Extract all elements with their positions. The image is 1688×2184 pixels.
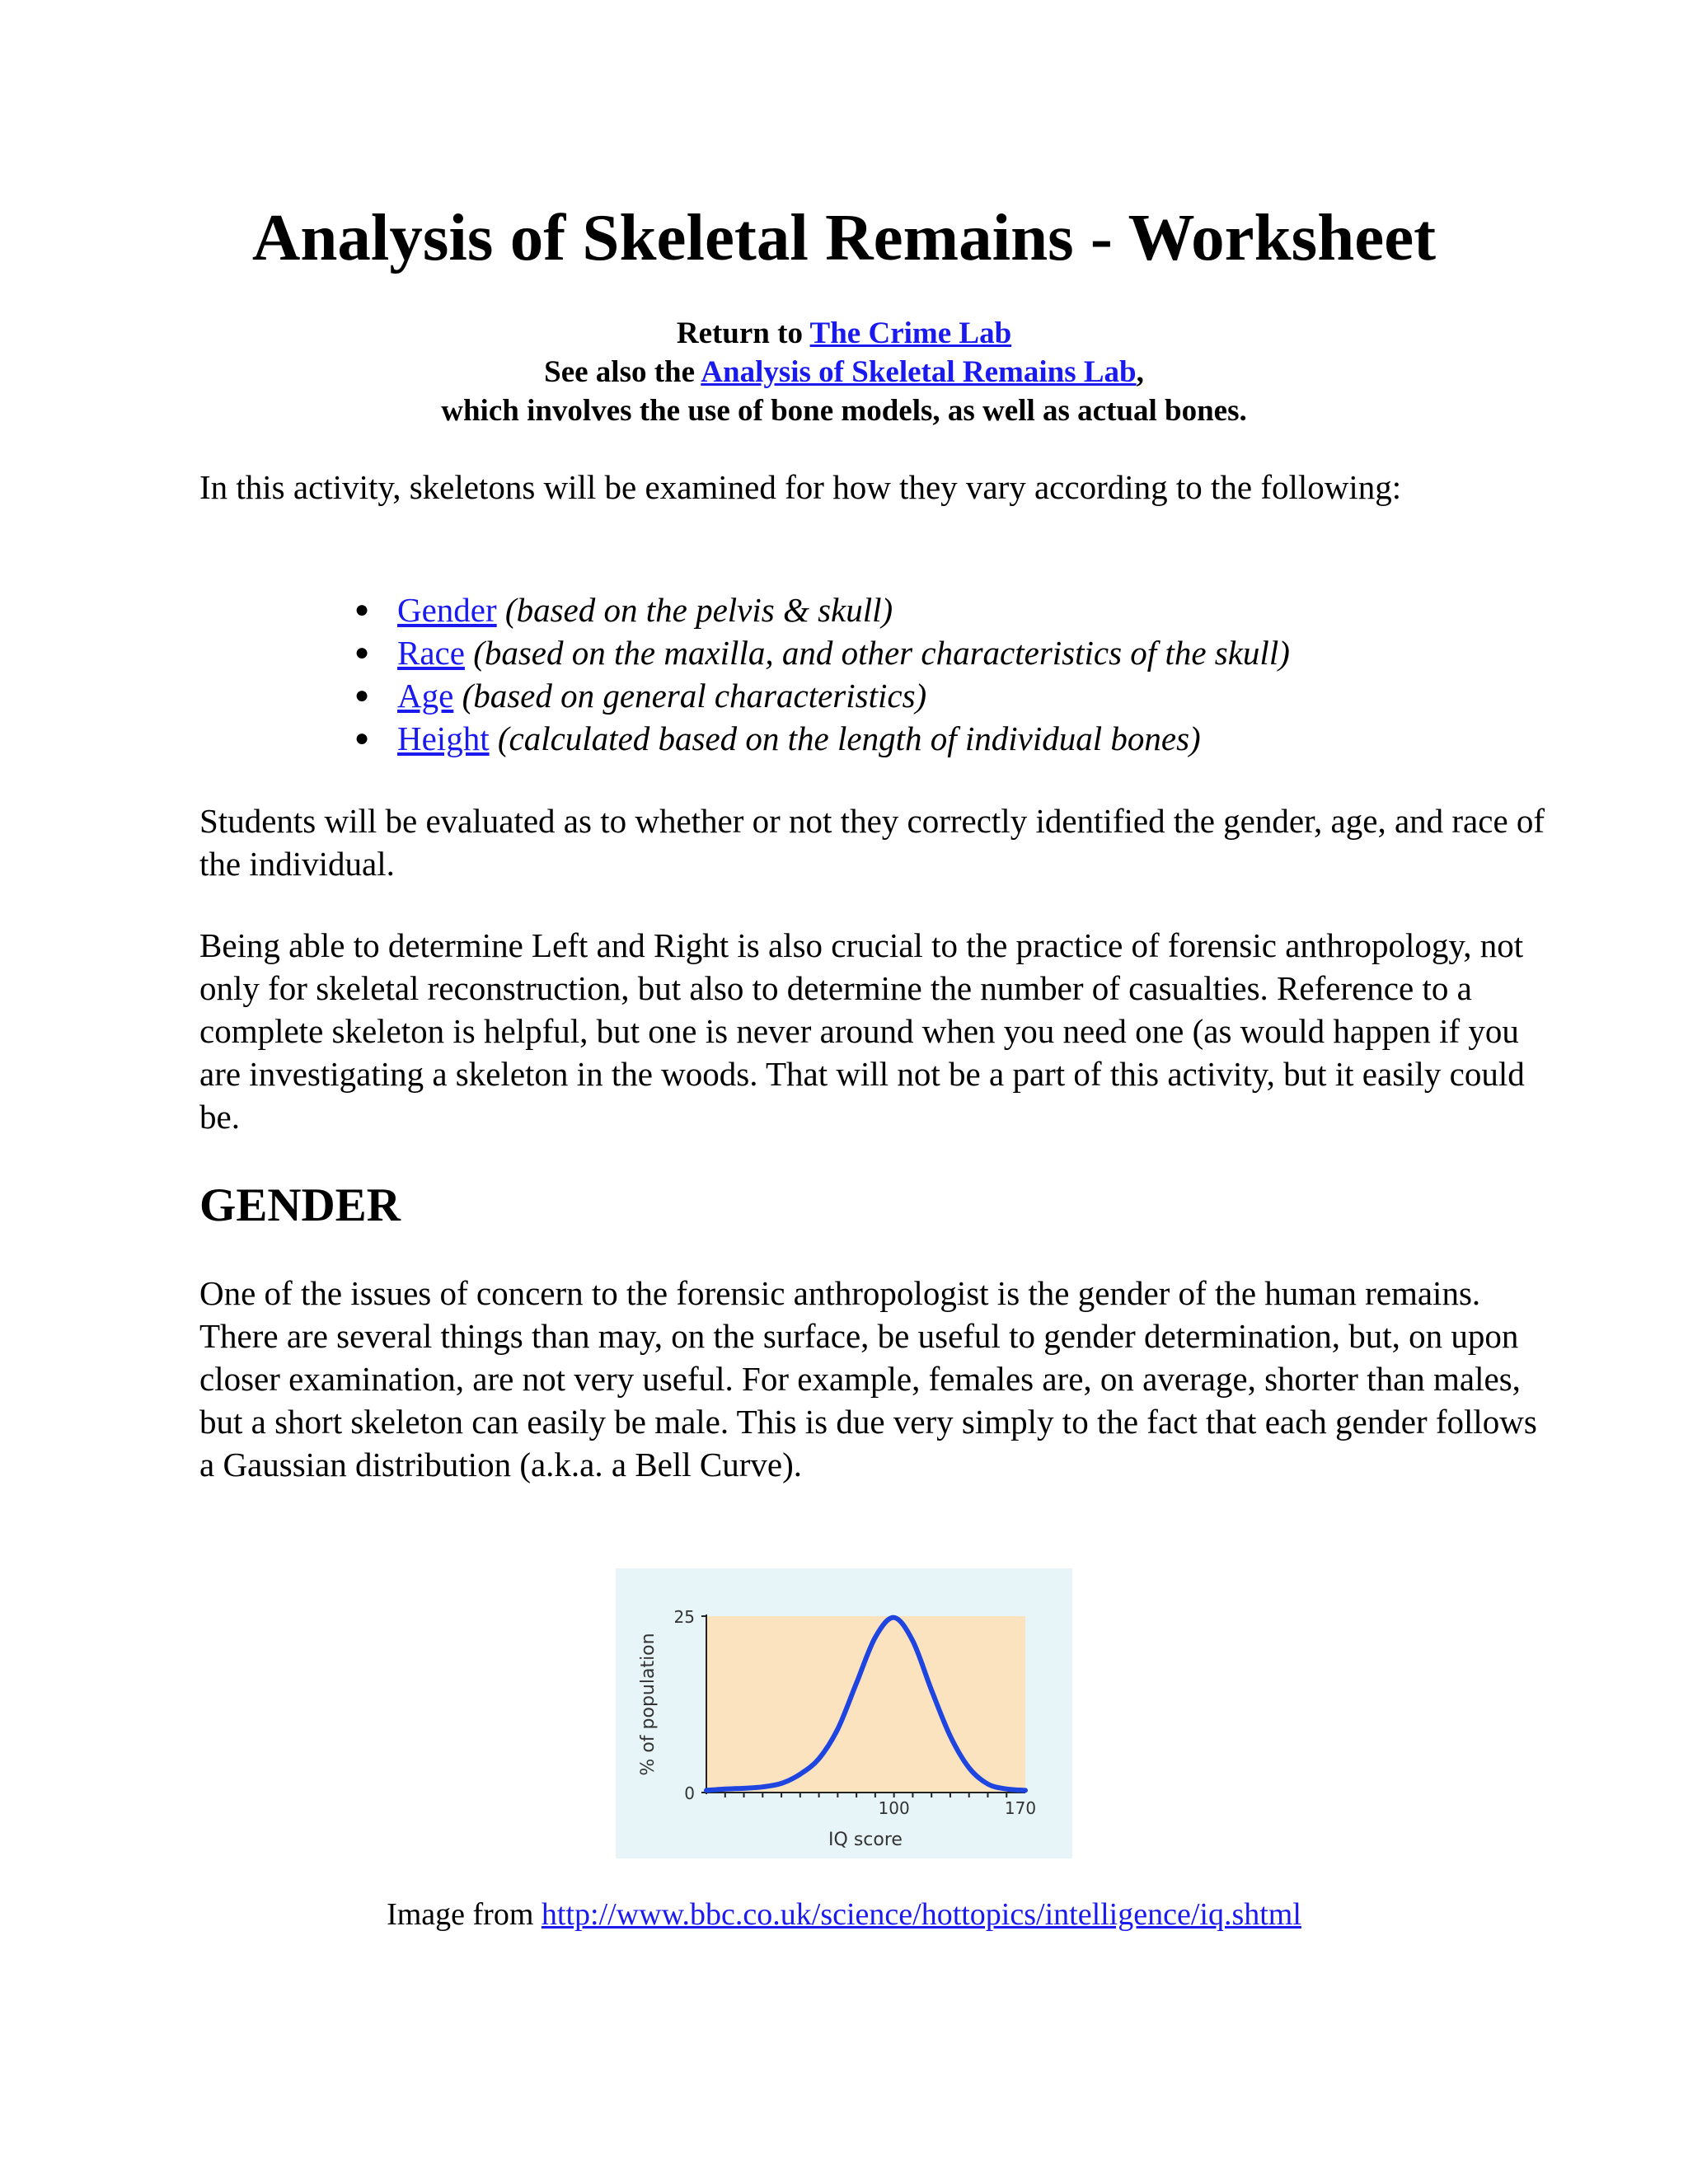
see-also-suffix: ,	[1136, 355, 1144, 389]
bbc-source-link[interactable]: http://www.bbc.co.uk/science/hottopics/intelligence/iq.shtml	[541, 1897, 1301, 1932]
race-link[interactable]: Race	[397, 634, 465, 672]
page-title: Analysis of Skeletal Remains - Worksheet	[251, 200, 1437, 274]
height-link[interactable]: Height	[397, 719, 490, 757]
criteria-list	[354, 588, 1290, 760]
x-axis-label: IQ score	[828, 1830, 903, 1850]
caption-prefix: Image from	[387, 1897, 542, 1932]
height-note: (calculated based on the length of individual bones)	[497, 719, 1201, 757]
bullet-icon: ●	[354, 682, 370, 709]
crime-lab-link[interactable]: The Crime Lab	[809, 316, 1012, 350]
bullet-icon: ●	[354, 596, 370, 623]
bullet-icon: ●	[354, 639, 370, 666]
x-tick-label: 100	[878, 1798, 910, 1818]
gender-heading: GENDER	[199, 1179, 401, 1231]
bell-curve-chart	[616, 1568, 1072, 1858]
list-item	[354, 717, 1290, 760]
plot-area	[706, 1616, 1025, 1793]
bell-curve-figure	[616, 1568, 1072, 1858]
list-item	[354, 674, 1290, 717]
left-right-paragraph: Being able to determine Left and Right is also crucial to the practice of forensic anthropology, not only for skeletal reconstruction, but also to determine the number of casualties. Reference to a complete skeleton is helpful, but one is never around when you need one (as would happen if you are investigating a skeleton in the woods. That will not be a part of this activity, but it easily could be.	[199, 926, 1525, 1136]
age-link[interactable]: Age	[397, 677, 454, 715]
list-item	[354, 631, 1290, 674]
return-prefix: Return to	[676, 316, 810, 350]
evaluation-paragraph: Students will be evaluated as to whether or not they correctly identified the gender, age, and race of the individual.	[199, 802, 1545, 883]
list-item	[354, 588, 1290, 631]
involves-line: which involves the use of bone models, as well as actual bones.	[441, 394, 1247, 428]
gender-note: (based on the pelvis & skull)	[504, 591, 893, 629]
see-also-prefix: See also the	[544, 355, 701, 389]
y-tick-label: 0	[684, 1783, 695, 1803]
gender-link[interactable]: Gender	[397, 591, 497, 629]
skeletal-remains-lab-link[interactable]: Analysis of Skeletal Remains Lab	[701, 355, 1137, 389]
intro-paragraph: In this activity, skeletons will be examined for how they vary according to the following:	[199, 468, 1402, 506]
navigation-block	[0, 314, 1688, 430]
y-tick-label: 25	[673, 1607, 695, 1627]
x-tick-label: 170	[1004, 1798, 1037, 1818]
gender-paragraph: One of the issues of concern to the forensic anthropologist is the gender of the human remains. There are several things than may, on the surface, be useful to gender determination, but, on upon closer examination, are not very useful. For example, females are, on average, shorter than males, but a short skeleton can easily be male. This is due very simply to the fact that each gender follows a Gaussian distribution (a.k.a. a Bell Curve).	[199, 1274, 1537, 1483]
see-also-line	[0, 353, 1688, 391]
return-line	[0, 314, 1688, 353]
image-caption	[0, 1894, 1688, 1935]
bullet-icon: ●	[354, 724, 370, 752]
y-axis-label: % of population	[638, 1633, 659, 1776]
race-note: (based on the maxilla, and other characteristics of the skull)	[473, 634, 1290, 672]
age-note: (based on general characteristics)	[462, 677, 927, 715]
